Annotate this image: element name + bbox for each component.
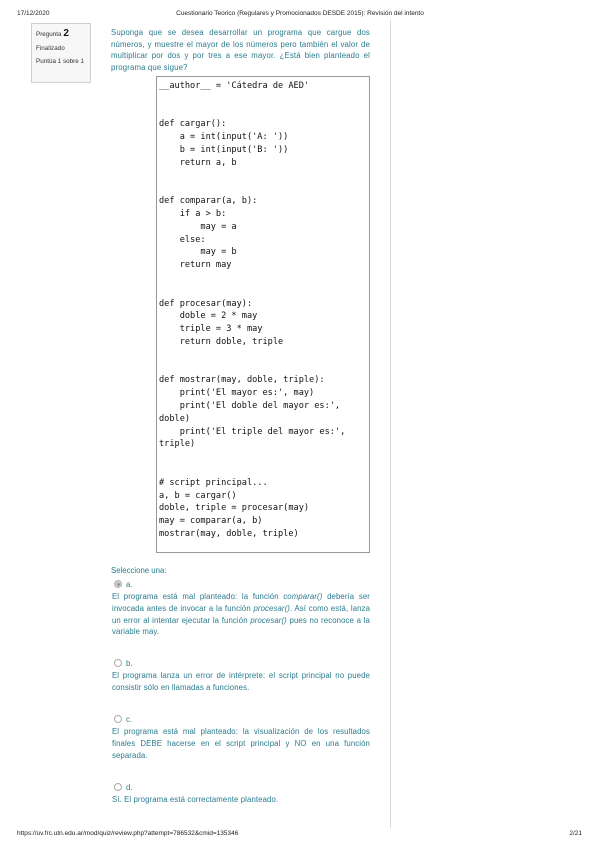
column-divider xyxy=(390,20,391,828)
question-text: Suponga que se desea desarrollar un programa que cargue dos números, y muestre el mayor de los números pero también el valor de multiplicar por dos y por tres a ese mayor. ¿Está bien planteado el programa que sigue? xyxy=(111,28,370,72)
code-listing: __author__ = 'Cátedra de AED' def cargar(): a = int(input('A: ')) b = int(input('B: ')) return a, b def comparar(a, b): if a > b: may = a else: may = b return may def procesar(may): doble = 2 * may triple = 3 * may return doble, triple def mostrar(may, doble, triple): print('El mayor es:', may) print('El doble del mayor es:', doble) print('El triple del mayor es:', triple) # script principal... a, b = cargar() doble, triple = procesar(may) may = comparar(a, b) mostrar(may, doble, triple) xyxy=(159,81,346,539)
radio-c[interactable] xyxy=(114,715,122,723)
question-number: 2 xyxy=(63,28,69,39)
answer-prompt: Seleccione una: xyxy=(111,566,167,575)
option-letter: c. xyxy=(126,715,133,724)
question-number-line xyxy=(36,27,86,40)
option-text: El programa está mal planteado: la visualización de los resultados finales DEBE hacerse en el script principal y NO en una función separada. xyxy=(112,727,370,760)
question-score: Puntúa 1 sobre 1 xyxy=(36,58,84,66)
option-text-part: . Así como está, lanza un error al intentar ejecutar la función xyxy=(112,603,371,625)
option-text: El programa lanza un error de intérprete: el script principal no puede consistir sólo en llamadas a funciones. xyxy=(112,671,370,692)
radio-b[interactable] xyxy=(114,659,122,667)
option-letter: a. xyxy=(126,580,133,589)
question-label: Pregunta xyxy=(36,31,62,38)
option-text-italic: comparar() xyxy=(283,592,323,601)
option-text-part: debería ser invocada antes de invocar a la función xyxy=(112,592,370,613)
code-box xyxy=(156,76,370,553)
print-date: 17/12/2020 xyxy=(17,10,50,17)
page-title: Cuestionario Teorico (Regulares y Promocionados DESDE 2015): Revisión del intento xyxy=(176,10,424,17)
page-number: 2/21 xyxy=(569,830,582,837)
option-text-italic: procesar() xyxy=(253,603,290,613)
question-info-box xyxy=(31,23,91,83)
option-text-part: pues no reconoce a la variable may. xyxy=(112,615,370,637)
option-letter: b. xyxy=(126,659,133,668)
question-state: Finalizado xyxy=(36,45,65,52)
option-letter: d. xyxy=(126,783,133,792)
option-text: Sí. El programa está correctamente planteado. xyxy=(112,795,279,804)
footer-url: https://uv.frc.utn.edu.ar/mod/quiz/review.php?attempt=786532&cmid=135346 xyxy=(17,830,239,837)
radio-a[interactable] xyxy=(114,580,122,588)
option-text-italic: procesar() xyxy=(250,615,287,625)
radio-d[interactable] xyxy=(114,783,122,791)
option-text xyxy=(112,591,370,638)
option-text-part: El programa está mal planteado: la función xyxy=(112,592,284,601)
